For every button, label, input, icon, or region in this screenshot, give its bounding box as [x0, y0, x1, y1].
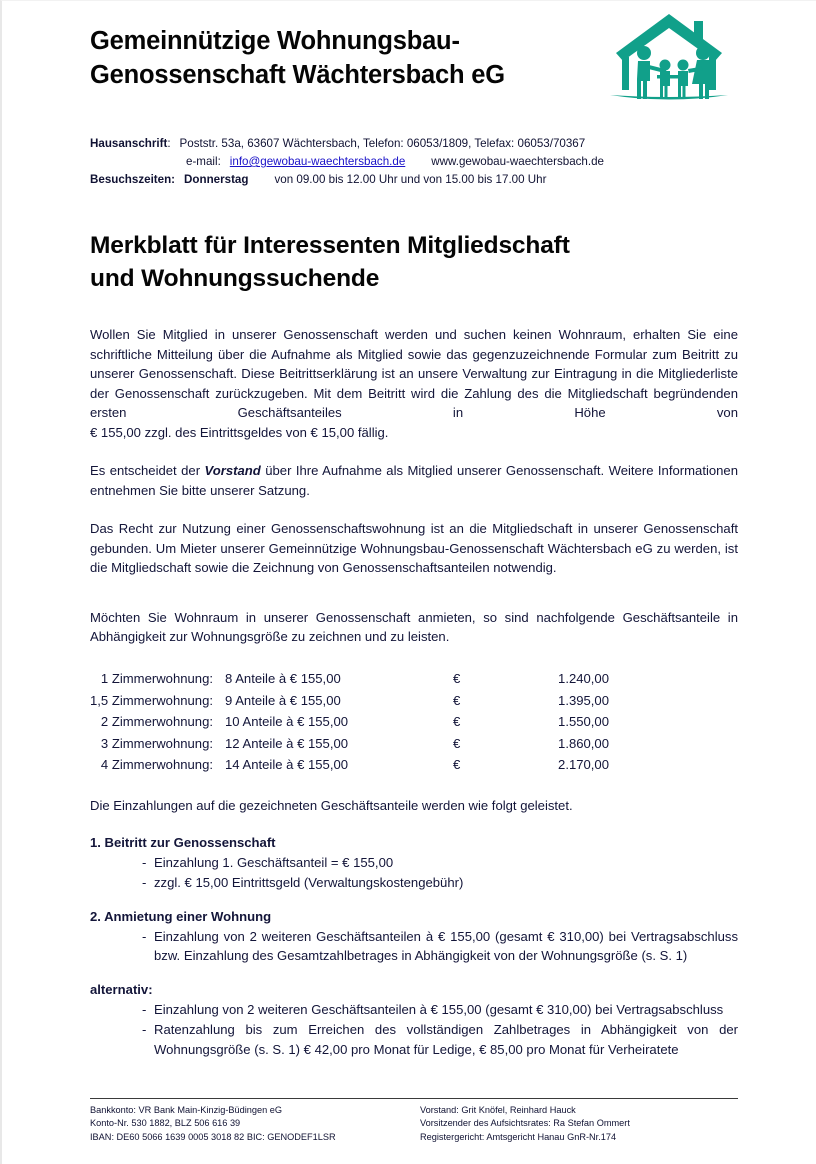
row-amount: 1.550,00	[558, 714, 609, 730]
section-1-heading: 1. Beitritt zur Genossenschaft	[90, 834, 276, 850]
contact-block	[90, 135, 738, 189]
row-rooms: 1 Zimmerwohnung:	[100, 671, 213, 687]
footer-left-line-1: Bankkonto: VR Bank Main-Kinzig-Büdingen eG	[90, 1105, 283, 1115]
row-rooms: 1,5 Zimmerwohnung:	[90, 692, 213, 708]
row-shares: 12 Anteile à € 155,00	[225, 735, 349, 751]
table-row	[90, 733, 609, 755]
row-amount: 1.860,00	[558, 735, 609, 751]
section-alt-list	[90, 1000, 738, 1060]
row-amount: 2.170,00	[558, 757, 609, 773]
address-colon: :	[167, 137, 171, 150]
row-currency: €	[453, 692, 461, 708]
table-row	[90, 755, 609, 777]
page-title-line-2: und Wohnungssuchende	[90, 264, 380, 292]
section-2-heading: 2. Anmietung einer Wohnung	[90, 908, 272, 924]
paragraph-1-tail: € 155,00 zzgl. des Eintrittsgeldes von € 15,00 fällig.	[90, 424, 389, 440]
org-title-line-2: Genossenschaft Wächtersbach eG	[90, 60, 505, 89]
table-row	[90, 690, 609, 712]
section-alt-heading: alternativ:	[90, 981, 153, 997]
address-value: Poststr. 53a, 63607 Wächtersbach, Telefon: 06053/1809, Telefax: 06053/70367	[179, 137, 586, 150]
row-rooms: 3 Zimmerwohnung:	[100, 735, 213, 751]
row-shares: 8 Anteile à € 155,00	[225, 671, 341, 687]
footer-right-line-3: Registergericht: Amtsgericht Hanau GnR-Nr.174	[420, 1131, 617, 1142]
list-item: - Ratenzahlung bis zum Erreichen des vollständigen Zahlbetrages in Abhängigkeit von der Wohnungsgröße (s. S. 1) € 42,00 pro Monat für Ledige, € 85,00 pro Monat für Verheiratete	[142, 1020, 738, 1059]
address-label: Hausanschrift	[90, 137, 168, 150]
p5-text: Die Einzahlungen auf die gezeichneten Geschäftsanteile werden wie folgt geleistet.	[90, 798, 573, 814]
row-rooms: 2 Zimmerwohnung:	[100, 714, 213, 730]
row-currency: €	[453, 714, 461, 730]
page-title-line-1: Merkblatt für Interessenten Mitgliedschaft	[90, 231, 570, 259]
website-value: www.gewobau-waechtersbach.de	[431, 154, 604, 168]
contact-hours-row	[90, 171, 738, 189]
footer-left-line-3: IBAN: DE60 5066 1639 0005 3018 82 BIC: GENODEF1LSR	[90, 1131, 336, 1142]
section-renting-apartment	[90, 909, 738, 966]
paragraph-payment-intro	[90, 796, 738, 816]
footer-company-details	[420, 1104, 738, 1144]
row-amount: 1.395,00	[558, 692, 609, 708]
row-rooms: 4 Zimmerwohnung:	[100, 757, 213, 773]
footer-bank-details	[90, 1104, 420, 1144]
row-shares: 10 Anteile à € 155,00	[225, 714, 349, 730]
org-title-line-1: Gemeinnützige Wohnungsbau-	[90, 27, 460, 55]
document-content	[90, 1, 738, 1060]
contact-email-row	[90, 153, 738, 171]
document-body	[90, 325, 738, 1059]
footer-right-line-1: Vorstand: Grit Knöfel, Reinhard Hauck	[420, 1105, 576, 1115]
row-amount: 1.240,00	[558, 671, 609, 687]
list-item: - Einzahlung von 2 weiteren Geschäftsanteilen à € 155,00 (gesamt € 310,00) bei Vertragsabschluss bzw. Einzahlung des Gesamtzahlbetrages in Abhängigkeit von der Wohnungsgröße (s. S. 1)	[142, 927, 738, 966]
organization-title	[90, 25, 610, 92]
row-shares: 14 Anteile à € 155,00	[225, 757, 349, 773]
list-item: - Einzahlung von 2 weiteren Geschäftsanteilen à € 155,00 (gesamt € 310,00) bei Vertragsabschluss	[142, 1000, 738, 1020]
house-family-logo-icon	[608, 9, 730, 101]
hours-day: Donnerstag	[184, 172, 249, 186]
vorstand-emphasis: Vorstand	[204, 463, 261, 479]
email-label: e-mail:	[186, 154, 221, 168]
section-alternative	[90, 982, 738, 1060]
paragraph-membership-intro	[90, 325, 738, 423]
p3-text: Das Recht zur Nutzung einer Genossenschaftswohnung ist an die Mitgliedschaft in unserer Genossenschaft gebunden. Um Mieter unserer Gemeinnützige Wohnungsbau-Genossenschaft Wächtersbach eG zu werden, ist die Mitgliedschaft sowie die Zeichnung von Genossenschaftsanteilen notwendig.	[90, 521, 738, 576]
paragraph-1-text: Wollen Sie Mitglied in unserer Genossenschaft werden und suchen keinen Wohnraum, erhalten Sie eine schriftliche Mitteilung über die Aufnahme als Mitglied sowie das gegenzuzeichnende Formular zum Beitritt zu unserer Genossenschaft. Diese Beitrittserklärung ist an unsere Verwaltung zur Eintragung in die Mitgliederliste der Genossenschaft zurückzugeben. Mit dem Beitritt wird die Zahlung des die Mitgliedschaft begründenden ersten Geschäftsanteiles in Höhe von	[90, 327, 738, 421]
document-footer	[90, 1098, 738, 1144]
section-1-list	[90, 853, 738, 893]
section-2-list	[90, 927, 738, 966]
email-link[interactable]: info@gewobau-waechtersbach.de	[229, 154, 406, 168]
footer-left-line-2: Konto-Nr. 530 1882, BLZ 506 616 39	[90, 1118, 241, 1129]
p2-after-text: über Ihre Aufnahme als Mitglied unserer Genossenschaft. Weitere Informationen entnehmen Sie bitte unserer Satzung.	[90, 463, 738, 498]
row-currency: €	[453, 735, 461, 751]
row-shares: 9 Anteile à € 155,00	[225, 692, 341, 708]
paragraph-membership-fee	[90, 423, 738, 443]
row-currency: €	[453, 671, 461, 687]
paragraph-tenancy-rights	[90, 519, 738, 578]
p2-before-text: Es entscheidet der	[90, 463, 205, 479]
row-currency: €	[453, 757, 461, 773]
share-table-body	[90, 669, 609, 777]
contact-address-row	[90, 135, 738, 153]
document-header	[90, 1, 738, 111]
share-amount-table	[90, 669, 609, 777]
table-row	[90, 669, 609, 691]
hours-value: von 09.00 bis 12.00 Uhr und von 15.00 bis 17.00 Uhr	[274, 172, 547, 186]
page-title	[90, 229, 738, 295]
footer-right-line-2: Vorsitzender des Aufsichtsrates: Ra Stefan Ommert	[420, 1118, 630, 1129]
paragraph-rental-shares	[90, 608, 738, 647]
hours-label: Besuchszeiten:	[90, 172, 176, 186]
list-item: - zzgl. € 15,00 Eintrittsgeld (Verwaltungskostengebühr)	[142, 873, 738, 893]
list-item: - Einzahlung 1. Geschäftsanteil = € 155,00	[142, 853, 738, 873]
section-joining-cooperative	[90, 835, 738, 893]
paragraph-board-decision	[90, 461, 738, 500]
p4-text: Möchten Sie Wohnraum in unserer Genossenschaft anmieten, so sind nachfolgende Geschäftsanteile in Abhängigkeit zur Wohnungsgröße zu zeichnen und zu leisten.	[90, 609, 738, 645]
table-row	[90, 712, 609, 734]
